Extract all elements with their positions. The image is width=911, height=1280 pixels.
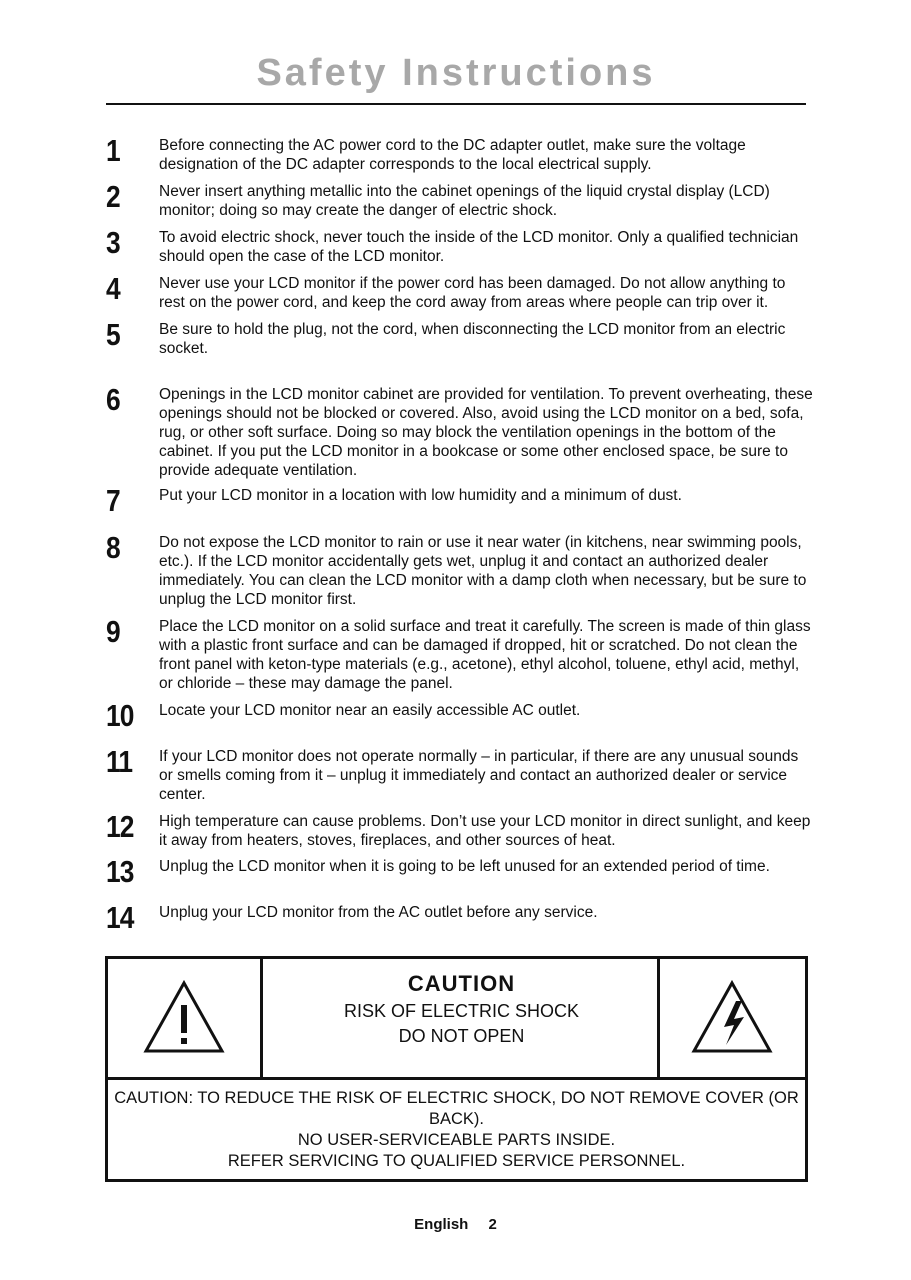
item-text: Be sure to hold the plug, not the cord, when disconnecting the LCD monitor from an electric socket. [159,321,786,357]
item-text: Do not expose the LCD monitor to rain or use it near water (in kitchens, near swimming pools, etc.). If the LCD monitor accidentally gets wet, unplug it and contact an authorized dealer immediately. You can clean the LCD monitor with a damp cloth when necessary, but be sure to unplug the LCD monitor first. [159,534,807,608]
item-text: Before connecting the AC power cord to the DC adapter outlet, make sure the voltage designation of the DC adapter corresponds to the local electrical supply. [159,137,746,173]
item-text: To avoid electric shock, never touch the inside of the LCD monitor. Only a qualified technician should open the case of the LCD monitor. [159,229,799,265]
item-number: 5 [106,317,120,352]
caution-box [105,956,808,1182]
item-text: Place the LCD monitor on a solid surface and treat it carefully. The screen is made of thin glass with a plastic front surface and can be damaged if dropped, hit or scratched. Do not clean the front panel with keton-type materials (e.g., acetone), ethyl alcohol, toluene, ethyl acid, methyl, or chloride – these may damage the panel. [159,618,811,692]
footer-language: English [414,1216,469,1233]
item-number: 3 [106,225,120,260]
caution-header-row [108,959,805,1080]
item-text: Never use your LCD monitor if the power cord has been damaged. Do not allow anything to rest on the power cord, and keep the cord away from areas where people can trip over it. [159,275,786,311]
item-number: 8 [106,530,120,565]
item-number: 13 [106,854,134,889]
item-number: 9 [106,614,120,649]
item-text: Openings in the LCD monitor cabinet are provided for ventilation. To prevent overheating, these openings should not be blocked or covered. Also, avoid using the LCD monitor on a bed, sofa, rug, or other soft surface. Doing so may block the ventilation openings in the bottom of the cabinet. If you put the LCD monitor in a bookcase or some other enclosed space, be sure to provide adequate ventilation. [159,386,813,479]
exclamation-triangle-icon [108,959,260,1077]
item-text: Locate your LCD monitor near an easily accessible AC outlet. [159,702,581,719]
caution-warning-text [108,1080,805,1172]
caution-heading: CAUTION [407,971,516,996]
item-text: If your LCD monitor does not operate normally – in particular, if there are any unusual sounds or smells coming from it – unplug it immediately and contact an authorized dealer or service center. [159,748,799,803]
caution-warning-line-3: REFER SERVICING TO QUALIFIED SERVICE PERSONNEL. [227,1152,686,1170]
warning-right-cell [657,959,805,1077]
footer-page-number: 2 [488,1216,497,1233]
item-text: Unplug your LCD monitor from the AC outlet before any service. [159,904,598,921]
item-text: Unplug the LCD monitor when it is going to be left unused for an extended period of time. [159,858,770,875]
caution-warning-line-1: CAUTION: TO REDUCE THE RISK OF ELECTRIC SHOCK, DO NOT REMOVE COVER (OR BACK). [114,1089,799,1128]
item-number: 6 [106,382,120,417]
item-number: 12 [106,809,134,844]
page-title: Safety Instructions [256,52,656,94]
lightning-triangle-icon [660,959,805,1077]
page-footer [0,1216,911,1233]
caution-warning-line-2: NO USER-SERVICEABLE PARTS INSIDE. [297,1131,616,1149]
item-number: 1 [106,133,120,168]
title-divider [106,103,806,105]
item-number: 7 [106,483,120,518]
item-text: Put your LCD monitor in a location with low humidity and a minimum of dust. [159,487,682,504]
item-text: High temperature can cause problems. Don’t use your LCD monitor in direct sunlight, and keep it away from heaters, stoves, fireplaces, and other sources of heat. [159,813,811,849]
caution-label-cell [263,959,660,1077]
item-number: 10 [106,698,134,733]
caution-line-1: RISK OF ELECTRIC SHOCK [343,1001,580,1021]
item-number: 2 [106,179,120,214]
item-number: 4 [106,271,120,306]
item-text: Never insert anything metallic into the cabinet openings of the liquid crystal display (LCD) monitor; doing so may create the danger of electric shock. [159,183,770,219]
warning-left-cell [108,959,263,1077]
caution-line-2: DO NOT OPEN [398,1026,525,1046]
item-number: 11 [106,744,133,779]
item-number: 14 [106,900,134,935]
